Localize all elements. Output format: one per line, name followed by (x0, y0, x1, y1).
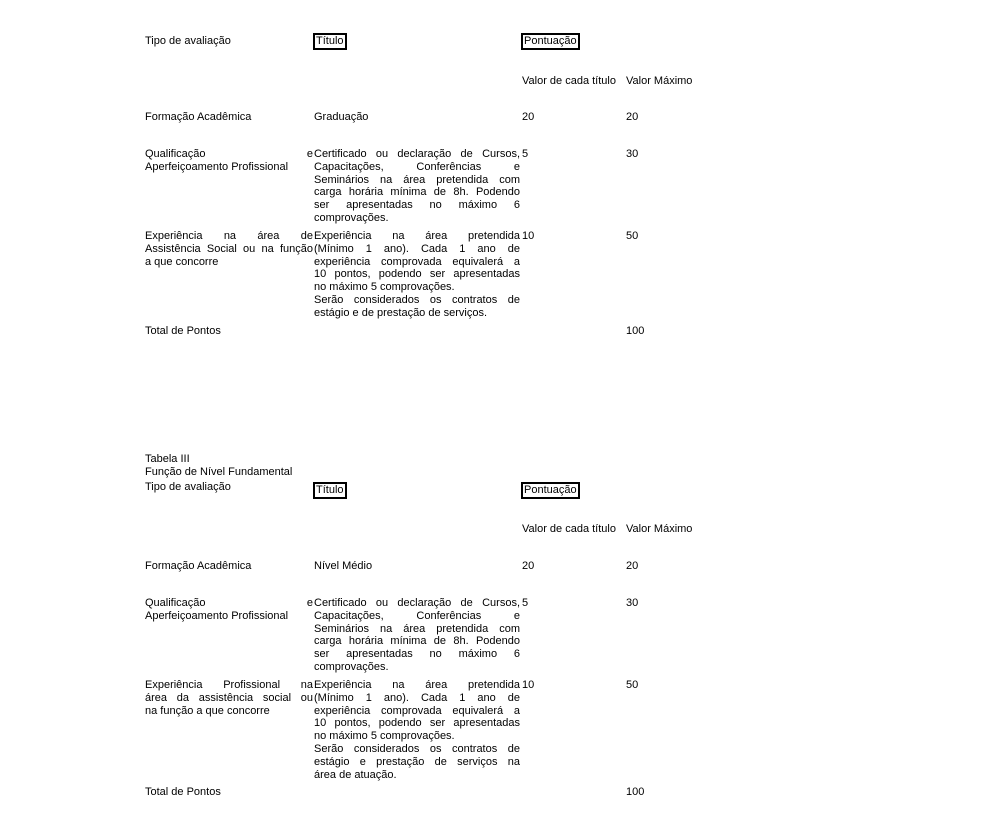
text-line: ser apresentadas no máximo 6 (314, 199, 520, 212)
text-line: Seminários na área pretendida com (314, 173, 520, 186)
row-title (314, 597, 520, 674)
text-line: experiência comprovada equivalerá a (314, 704, 520, 717)
text-line: Qualificação e (145, 148, 313, 160)
row-type (145, 230, 313, 268)
row-title: Graduação (314, 111, 369, 123)
row-title (314, 148, 520, 225)
text-line: no máximo 5 comprovações. (314, 281, 455, 294)
total-value: 100 (626, 325, 645, 337)
text-line: ser apresentadas no máximo 6 (314, 648, 520, 661)
text-line: comprovações. (314, 211, 389, 224)
text-line: comprovações. (314, 660, 389, 673)
text-line: Certificado ou declaração de Cursos, (314, 597, 520, 609)
row-max-value: 20 (626, 560, 639, 572)
header-tipo-de-avaliacao: Tipo de avaliação (145, 35, 231, 47)
row-max-value: 50 (626, 679, 639, 691)
text-line: no máximo 5 comprovações. (314, 730, 455, 743)
row-each-value: 5 (522, 597, 529, 609)
total-value: 100 (626, 786, 645, 798)
header-valor-maximo: Valor Máximo (626, 75, 693, 87)
text-line: 10 pontos, podendo ser apresentadas (314, 268, 520, 281)
text-line: Serão considerados os contratos de (314, 293, 520, 306)
text-line: estágio e prestação de serviços na (314, 755, 520, 768)
text-line: Qualificação e (145, 597, 313, 609)
table-subcaption: Função de Nível Fundamental (145, 466, 293, 478)
row-type (145, 597, 313, 623)
text-line: Capacitações, Conferências e (314, 609, 520, 622)
row-type (145, 679, 313, 717)
header-valor-cada-titulo: Valor de cada título (522, 75, 616, 87)
text-line: área de atuação. (314, 768, 397, 781)
text-line: Aperfeiçoamento Profissional (145, 609, 289, 622)
header-pontuacao: Pontuação (521, 33, 580, 50)
text-line: experiência comprovada equivalerá a (314, 255, 520, 268)
text-line: Experiência na área pretendida (314, 230, 520, 242)
text-line: (Mínimo 1 ano). Cada 1 ano de (314, 691, 520, 704)
text-line: Certificado ou declaração de Cursos, (314, 148, 520, 160)
text-line: carga horária mínima de 8h. Podendo (314, 186, 520, 199)
header-titulo: Título (313, 482, 347, 499)
row-max-value: 30 (626, 597, 639, 609)
text-line: Experiência na área de (145, 230, 313, 242)
header-titulo: Título (313, 33, 347, 50)
row-title (314, 679, 520, 781)
text-line: a que concorre (145, 255, 219, 268)
row-each-value: 10 (522, 230, 535, 242)
header-pontuacao: Pontuação (521, 482, 580, 499)
header-valor-cada-titulo: Valor de cada título (522, 523, 616, 535)
text-line: Capacitações, Conferências e (314, 160, 520, 173)
header-tipo-de-avaliacao: Tipo de avaliação (145, 481, 231, 493)
header-valor-maximo: Valor Máximo (626, 523, 693, 535)
row-title: Nível Médio (314, 560, 373, 572)
text-line: Serão considerados os contratos de (314, 742, 520, 755)
text-line: na função a que concorre (145, 704, 270, 717)
row-each-value: 20 (522, 111, 535, 123)
text-line: Assistência Social ou na função (145, 242, 313, 255)
text-line: Experiência na área pretendida (314, 679, 520, 691)
row-max-value: 50 (626, 230, 639, 242)
text-line: (Mínimo 1 ano). Cada 1 ano de (314, 242, 520, 255)
total-label: Total de Pontos (145, 325, 221, 337)
text-line: área da assistência social ou (145, 691, 313, 704)
text-line: Seminários na área pretendida com (314, 622, 520, 635)
text-line: Experiência Profissional na (145, 679, 313, 691)
row-type: Formação Acadêmica (145, 111, 252, 123)
text-line: Aperfeiçoamento Profissional (145, 160, 289, 173)
row-each-value: 20 (522, 560, 535, 572)
total-label: Total de Pontos (145, 786, 221, 798)
text-line: estágio e de prestação de serviços. (314, 306, 488, 319)
table-caption: Tabela III (145, 453, 190, 465)
row-title (314, 230, 520, 320)
row-max-value: 20 (626, 111, 639, 123)
row-type (145, 148, 313, 174)
row-max-value: 30 (626, 148, 639, 160)
text-line: carga horária mínima de 8h. Podendo (314, 635, 520, 648)
text-line: 10 pontos, podendo ser apresentadas (314, 717, 520, 730)
row-each-value: 10 (522, 679, 535, 691)
row-type: Formação Acadêmica (145, 560, 252, 572)
row-each-value: 5 (522, 148, 529, 160)
